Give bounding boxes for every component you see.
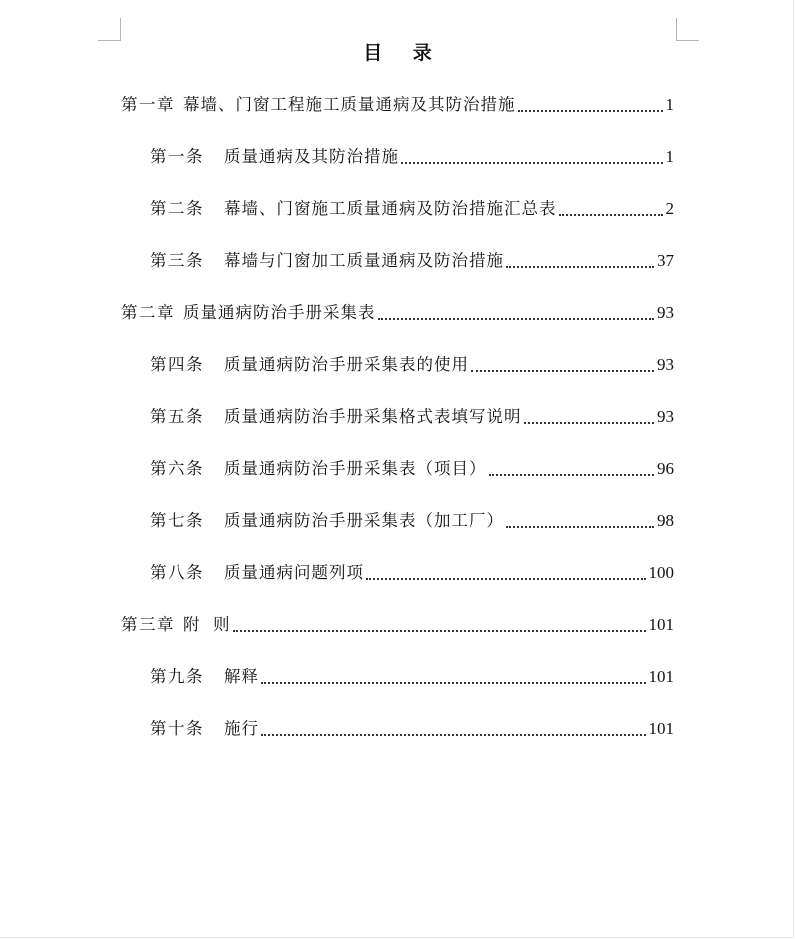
toc-entry-title: 质量通病及其防治措施 (224, 147, 399, 166)
toc-entry-page: 37 (657, 251, 674, 270)
toc-entry-chapter-3[interactable] (121, 612, 674, 638)
dot-leader (524, 422, 655, 424)
toc-entry-chapter-2[interactable] (121, 300, 674, 326)
dot-leader (471, 370, 654, 372)
toc-entry-article-9[interactable] (150, 664, 674, 690)
toc-entry-article-1[interactable] (150, 144, 674, 170)
toc-entry-page: 96 (657, 459, 674, 478)
toc-entry-label: 第一条 (150, 147, 204, 166)
toc-entry-article-6[interactable] (150, 456, 674, 482)
toc-entry-label: 第三章 (121, 615, 175, 634)
toc-entry-title: 质量通病防治手册采集格式表填写说明 (224, 407, 522, 426)
toc-entry-title: 质量通病防治手册采集表的使用 (224, 355, 469, 374)
toc-entry-label: 第八条 (150, 563, 204, 582)
dot-leader (366, 578, 646, 580)
dot-leader (261, 682, 646, 684)
toc-entry-label: 第六条 (150, 459, 204, 478)
toc-entry-page: 1 (665, 95, 674, 114)
dot-leader (559, 214, 663, 216)
toc-entry-label: 第二章 (121, 303, 175, 322)
toc-title: 目 录 (363, 42, 444, 64)
toc-entry-title: 施行 (224, 719, 259, 738)
crop-mark-top-right (676, 18, 699, 41)
toc-entry-page: 101 (648, 719, 674, 738)
dot-leader (518, 110, 663, 112)
toc-entry-page: 101 (648, 615, 674, 634)
dot-leader (401, 162, 663, 164)
toc-entry-page: 1 (665, 147, 674, 166)
toc-entry-page: 2 (665, 199, 674, 218)
toc-entry-page: 93 (657, 407, 674, 426)
dot-leader (506, 526, 654, 528)
toc-entry-article-3[interactable] (150, 248, 674, 274)
dot-leader (233, 630, 646, 632)
toc-entry-label: 第二条 (150, 199, 204, 218)
dot-leader (489, 474, 655, 476)
toc-entry-article-7[interactable] (150, 508, 674, 534)
toc-entry-title: 质量通病防治手册采集表（加工厂） (224, 511, 504, 530)
toc-entry-title: 幕墙、门窗施工质量通病及防治措施汇总表 (224, 199, 557, 218)
toc-entry-title: 解释 (224, 667, 259, 686)
toc-entry-label: 第四条 (150, 355, 204, 374)
toc-entry-label: 第十条 (150, 719, 204, 738)
toc-entry-label: 第七条 (150, 511, 204, 530)
dot-leader (261, 734, 646, 736)
toc-entry-label: 第一章 (121, 95, 175, 114)
toc-entry-article-10[interactable] (150, 716, 674, 742)
toc-entry-title: 幕墙与门窗加工质量通病及防治措施 (224, 251, 504, 270)
toc-entry-title: 附 则 (183, 615, 231, 634)
toc-entry-title: 质量通病防治手册采集表 (183, 303, 376, 322)
toc-entry-page: 100 (648, 563, 674, 582)
toc-entry-title: 质量通病防治手册采集表（项目） (224, 459, 487, 478)
toc-entry-page: 101 (648, 667, 674, 686)
crop-mark-top-left (98, 18, 121, 41)
toc-entry-article-5[interactable] (150, 404, 674, 430)
toc-entry-article-2[interactable] (150, 196, 674, 222)
toc-entry-article-8[interactable] (150, 560, 674, 586)
toc-entry-page: 98 (657, 511, 674, 530)
toc-entry-page: 93 (657, 303, 674, 322)
toc-entry-title: 幕墙、门窗工程施工质量通病及其防治措施 (183, 95, 516, 114)
toc-entry-label: 第三条 (150, 251, 204, 270)
toc-entry-page: 93 (657, 355, 674, 374)
toc-entry-title: 质量通病问题列项 (224, 563, 364, 582)
dot-leader (378, 318, 655, 320)
toc-entry-article-4[interactable] (150, 352, 674, 378)
dot-leader (506, 266, 654, 268)
toc-entry-chapter-1[interactable] (121, 92, 674, 118)
toc-entry-label: 第五条 (150, 407, 204, 426)
toc-entry-label: 第九条 (150, 667, 204, 686)
